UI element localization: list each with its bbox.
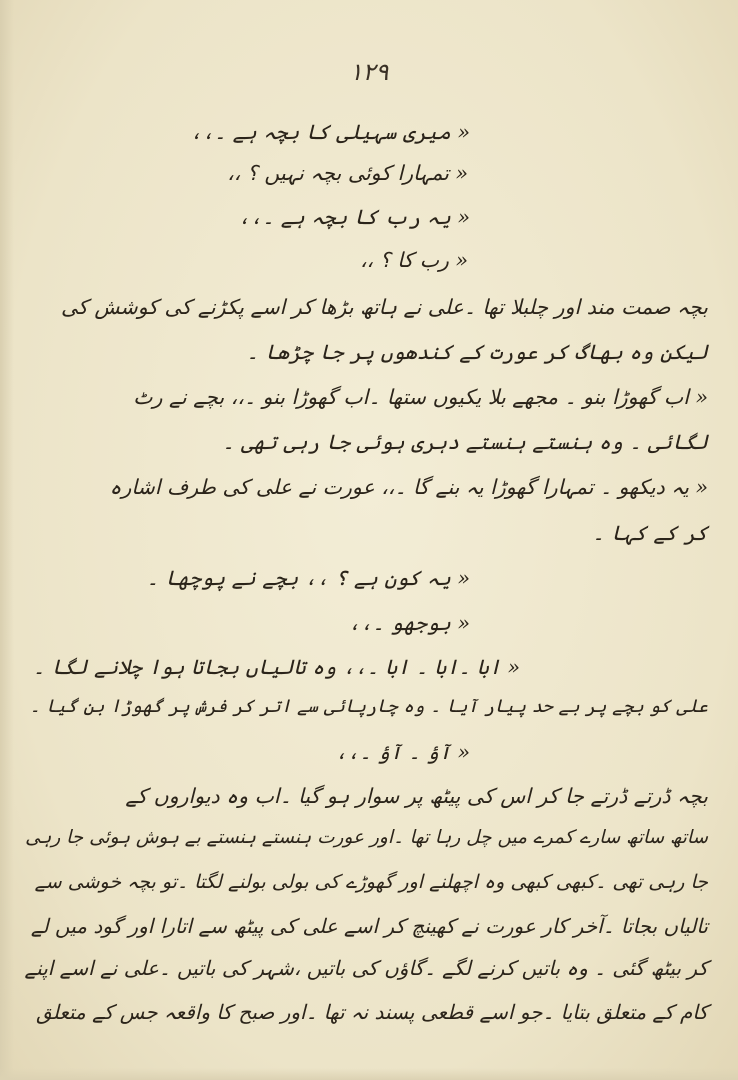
page-number: ۱۲۹ bbox=[349, 58, 389, 86]
text-line: کام کے متعلق بتایا ۔جو اسے قطعی پسند نہ تھا ۔اور صبح کا واقعہ جس کے متعلق bbox=[36, 1000, 708, 1024]
text-line: ساتھ ساتھ سارے کمرے میں چل رہا تھا ۔اور عورت ہنستے ہنستے بے ہوش ہوئی جا رہی bbox=[25, 827, 708, 848]
text-line: بچہ ڈرتے ڈرتے جا کر اس کی پیٹھ پر سوار ہو گیا ۔اب وہ دیواروں کے bbox=[125, 784, 708, 808]
text-line: « اب گھوڑا بنو ۔ مجھے بلا یکیوں ستھا ۔اب گھوڑا بنو ۔،، بچے نے رٹ bbox=[133, 385, 708, 409]
text-line: « ابا ۔ابا ۔ ابا ۔،، وہ تالیاں بجاتا ہوا چلانے لگا ۔ bbox=[32, 655, 520, 679]
text-line: « یہ دیکھو ۔ تمہارا گھوڑا یہ بنے گا ۔،، عورت نے علی کی طرف اشارہ bbox=[109, 475, 708, 499]
text-line: « میری سہیلی کا بچہ ہے ۔،، bbox=[190, 120, 470, 144]
text-line: جا رہی تھی ۔کبھی کبھی وہ اچھلنے اور گھوڑے کی بولی بولنے لگتا ۔تو بچہ خوشی سے bbox=[34, 871, 708, 893]
text-line: « تمہارا کوئی بچہ نہیں ؟ ،، bbox=[227, 161, 468, 185]
page-shadow-bottom bbox=[0, 1068, 738, 1080]
text-line: « آؤ ۔ آؤ ۔،، bbox=[335, 740, 470, 764]
text-line: لگائی ۔ وہ ہنستے ہنستے دہری ہوئی جا رہی تھی ۔ bbox=[222, 430, 708, 454]
text-line: « بوجھو ۔،، bbox=[348, 611, 470, 635]
text-line: کر بیٹھ گئی ۔ وہ باتیں کرنے لگے ۔گاؤں کی باتیں ،شہر کی باتیں ۔علی نے اسے اپنے bbox=[24, 956, 708, 980]
text-line: علی کو بچے پر بے حد پیار آیا ۔ وہ چارپائی سے اتر کر فرش پر گھوڑا بن گیا ۔ bbox=[29, 696, 708, 717]
text-line: « یہ کون ہے ؟ ،، بچے نے پوچھا ۔ bbox=[146, 566, 470, 590]
text-line: بچہ صمت مند اور چلبلا تھا ۔علی نے ہاتھ بڑھا کر اسے پکڑنے کی کوشش کی bbox=[61, 295, 708, 319]
text-line: لیکن وہ بھاگ کر عورت کے کندھوں پر جا چڑھا ۔ bbox=[246, 340, 708, 364]
text-line: « رب کا ؟ ،، bbox=[360, 248, 468, 272]
text-line: کر کے کہا ۔ bbox=[592, 521, 708, 545]
text-line: « یہ رب کا بچہ ہے ۔،، bbox=[238, 205, 470, 229]
text-line: تالیاں بجاتا ۔آخر کار عورت نے کھینچ کر اسے علی کی پیٹھ سے اتارا اور گود میں لے bbox=[30, 914, 708, 938]
page-shadow-left bbox=[0, 0, 14, 1080]
